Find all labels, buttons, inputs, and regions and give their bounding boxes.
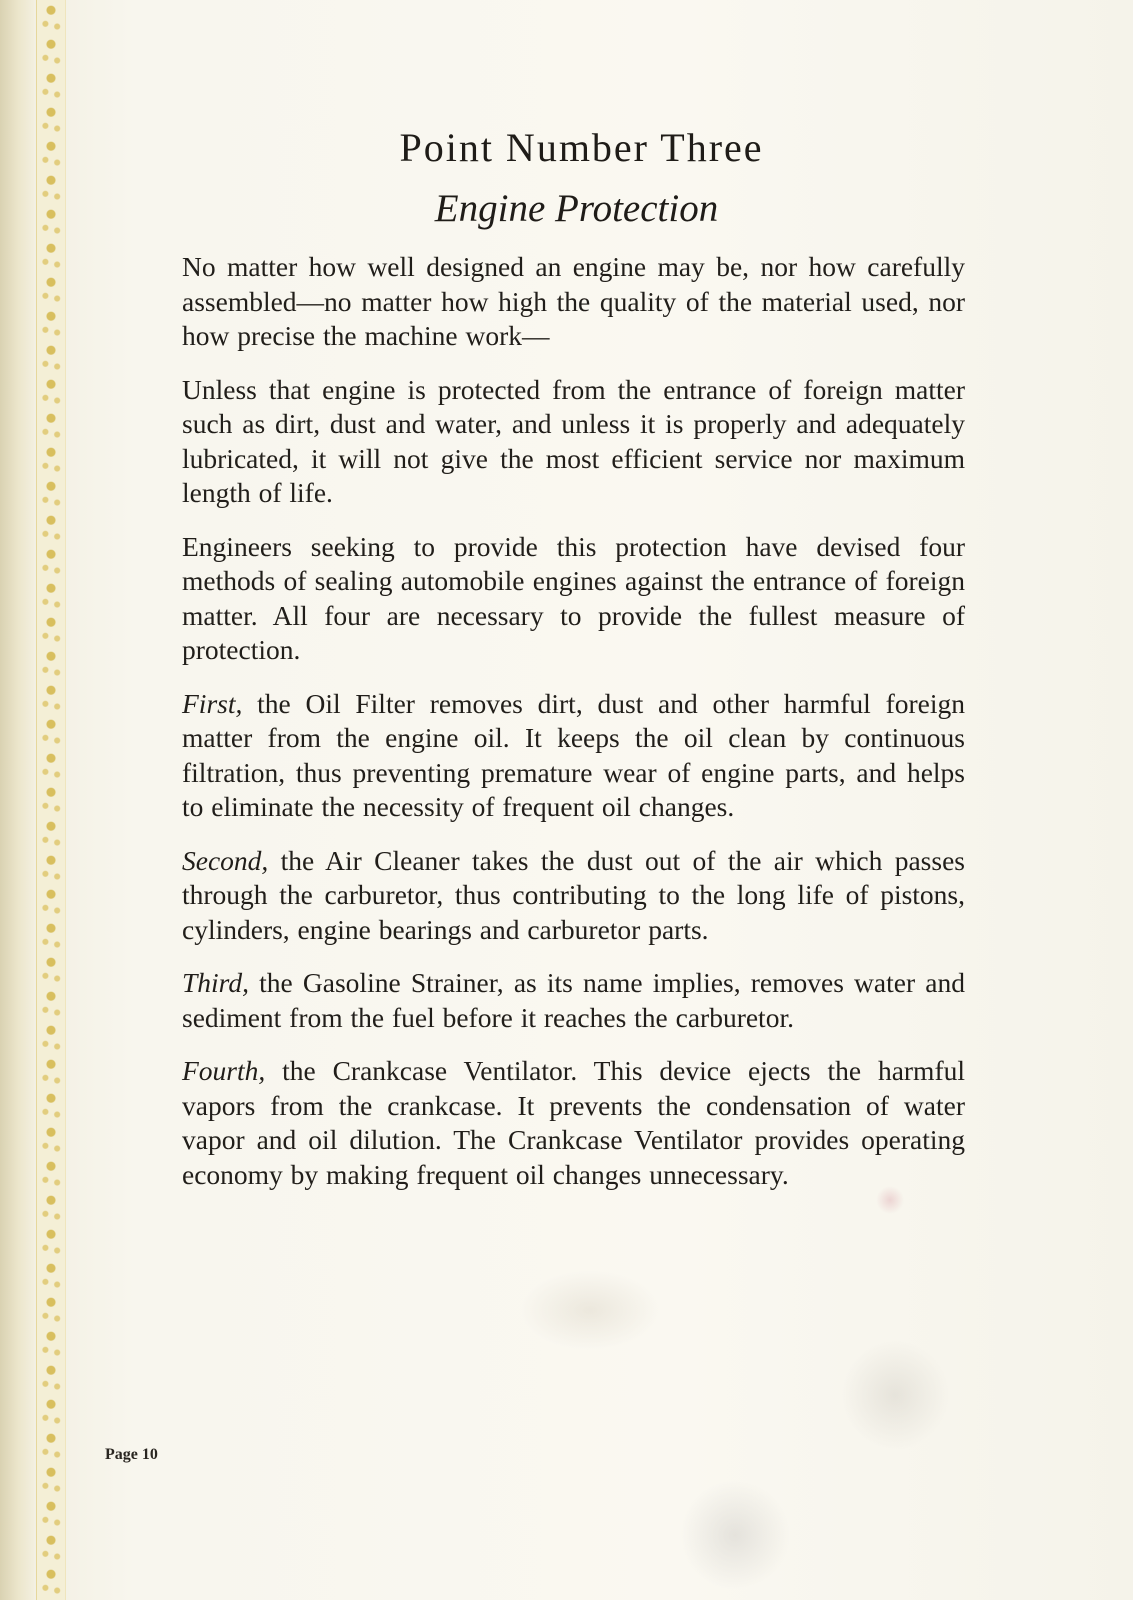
- paragraph-text: No matter how well designed an engine may be, nor how carefully assembled—no matter how high the quality of the material used, nor how precise the machine work—: [182, 251, 965, 351]
- paragraph-lead: Third,: [182, 967, 249, 998]
- page-binding-edge: [0, 0, 34, 1600]
- paragraph-text: the Crankcase Ventilator. This device ejects the harmful vapors from the crankcase. It prevents the condensation of water vapor and oil dilution. The Crankcase Ventilator provides operating economy by making frequent oil changes unnecessary.: [182, 1055, 965, 1190]
- page-number: Page 10: [105, 1446, 158, 1463]
- paragraph-text: the Air Cleaner takes the dust out of the air which passes through the carburetor, thus contributing to the long life of pistons, cylinders, engine bearings and carburetor parts.: [182, 844, 965, 945]
- paragraph-text: the Gasoline Strainer, as its name implies, removes water and sediment from the fuel before it reaches the carburetor.: [182, 967, 965, 1033]
- paragraph-text: Unless that engine is protected from the entrance of foreign matter such as dirt, dust and water, and unless it is properly and adequately lubricated, it will not give the most efficient service nor maximum length of life.: [182, 373, 965, 508]
- body-text: [182, 250, 965, 1211]
- paper-stain: [840, 1340, 950, 1450]
- paragraph-text: the Oil Filter removes dirt, dust and other harmful foreign matter from the engine oil. It keeps the oil clean by continuous filtration, thus preventing premature wear of engine parts, and helps to eliminate the necessity of frequent oil changes.: [182, 687, 965, 822]
- paper-stain: [520, 1270, 660, 1350]
- paragraph: [182, 1054, 965, 1192]
- paragraph-text: Engineers seeking to provide this protection have devised four methods of sealing automobile engines against the entrance of foreign matter. All four are necessary to provide the fullest measure of protection.: [182, 530, 965, 665]
- paragraph: [182, 373, 965, 511]
- decorative-floral-border: [36, 0, 66, 1600]
- paragraph: [182, 844, 965, 948]
- page-title: Point Number Three: [399, 125, 764, 170]
- paragraph: [182, 966, 965, 1035]
- page-subtitle: Engine Protection: [434, 187, 719, 230]
- paragraph: [182, 687, 965, 825]
- paragraph: [182, 250, 965, 354]
- paragraph-lead: Fourth,: [182, 1055, 266, 1086]
- paragraph: [182, 530, 965, 668]
- paragraph-lead: Second,: [182, 844, 269, 876]
- paragraph-lead: First,: [182, 687, 243, 719]
- paper-stain: [680, 1480, 790, 1590]
